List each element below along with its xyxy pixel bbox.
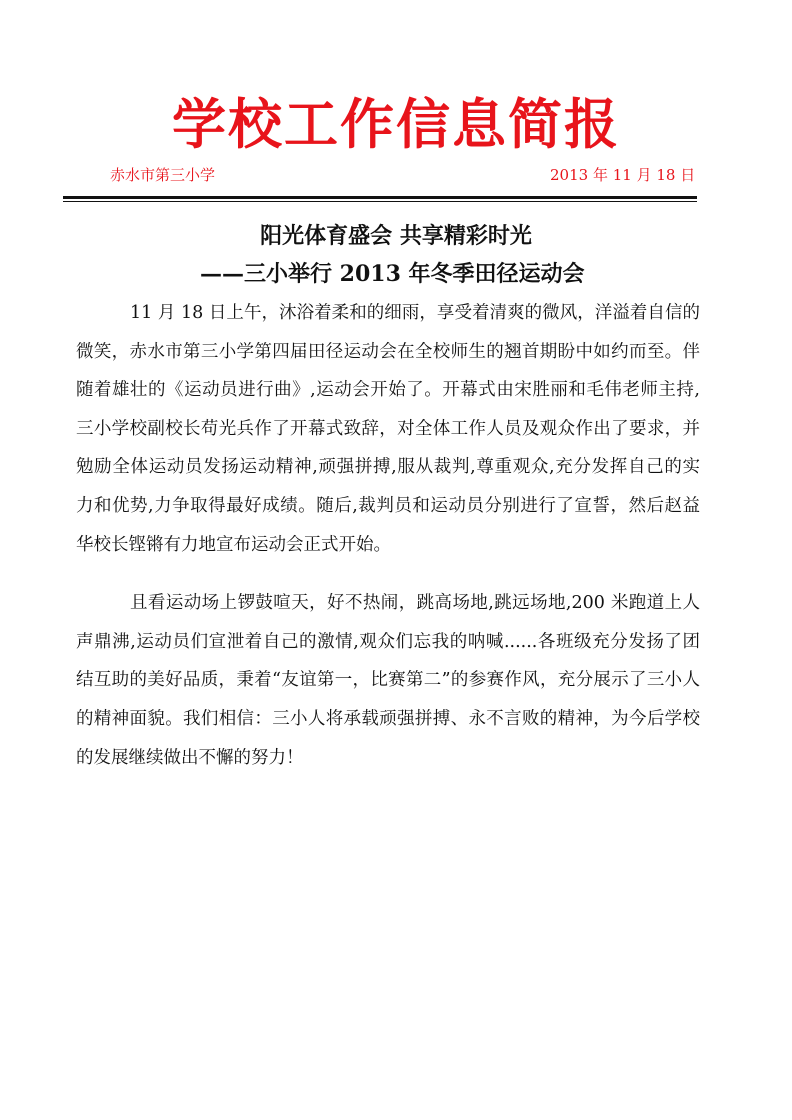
article-subheadline: ——三小举行 2013 年冬季田径运动会: [200, 261, 585, 287]
paragraph-line: 微笑，赤水市第三小学第四届田径运动会在全校师生的翘首期盼中如约而至。伴: [76, 341, 700, 362]
paragraph-line: 的精神面貌。我们相信：三小人将承载顽强拼搏、永不言败的精神，为今后学校: [76, 708, 700, 729]
paragraph-line: 勉励全体运动员发扬运动精神,顽强拼搏,服从裁判,尊重观众,充分发挥自己的实: [76, 457, 700, 478]
paragraph-line: 声鼎沸,运动员们宣泄着自己的激情,观众们忘我的呐喊......各班级充分发扬了团: [76, 631, 700, 652]
paragraph-line: 的发展继续做出不懈的努力！: [76, 747, 304, 768]
paragraph-line: 结互助的美好品质，秉着“友谊第一，比赛第二”的参赛作风，充分展示了三小人: [76, 670, 700, 691]
header-divider-thin: [63, 201, 697, 202]
paragraph-line: 力和优势,力争取得最好成绩。随后,裁判员和运动员分别进行了宣誓，然后赵益: [76, 495, 700, 516]
article-headline: 阳光体育盛会 共享精彩时光: [260, 223, 532, 249]
paragraph-line: 且看运动场上锣鼓喧天，好不热闹，跳高场地,跳远场地,200 米跑道上人: [130, 593, 700, 614]
paragraph-line: 华校长铿锵有力地宣布运动会正式开始。: [76, 534, 391, 555]
paragraph-line: 11 月 18 日上午，沐浴着柔和的细雨，享受着清爽的微风，洋溢着自信的: [130, 303, 700, 323]
article-body: [76, 298, 700, 781]
header-divider-thick: [63, 196, 697, 199]
organization-name: 赤水市第三小学: [110, 166, 216, 184]
newsletter-title: 学校工作信息简报: [172, 93, 620, 156]
paragraph-line: 随着雄壮的《运动员进行曲》,运动会开始了。开幕式由宋胜丽和毛伟老师主持,: [76, 380, 700, 401]
issue-date: 2013 年 11 月 18 日: [550, 166, 696, 184]
paragraph-line: 三小学校副校长苟光兵作了开幕式致辞，对全体工作人员及观众作出了要求，并: [76, 418, 700, 439]
